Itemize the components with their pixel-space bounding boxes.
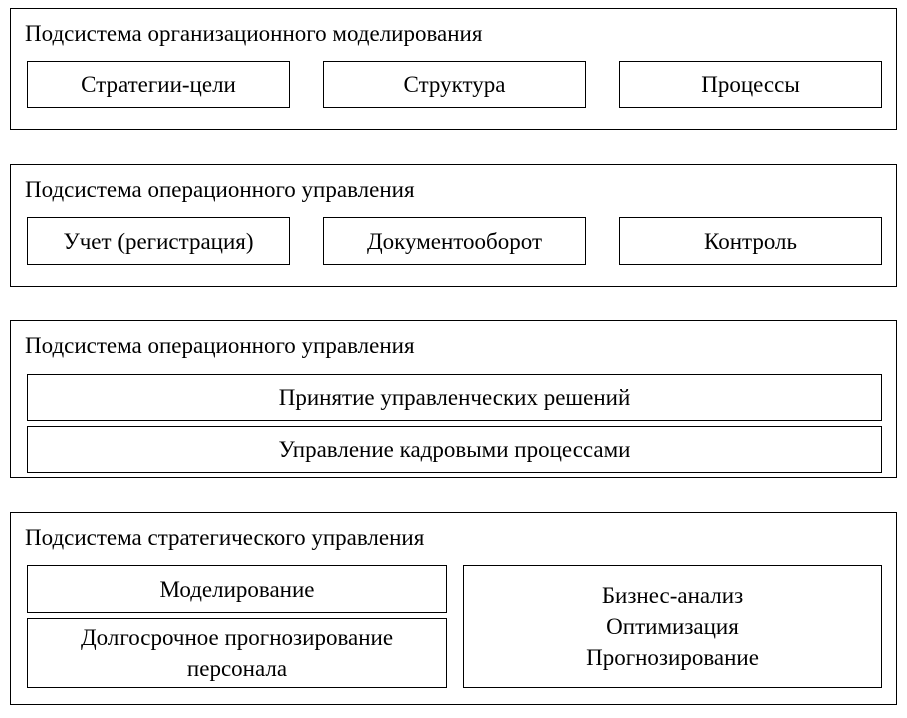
panel-title: Подсистема операционного управления [25,333,415,358]
box-line: персонала [186,656,288,681]
box-processes: Процессы [619,61,882,108]
panel-title: Подсистема организационного моделирования [25,21,483,46]
box-line-forecasting: Прогнозирование [586,645,759,670]
box-hr-process-management: Управление кадровыми процессами [27,426,882,473]
panel-operational-management-1 [10,164,897,287]
box-control: Контроль [619,217,882,265]
panel-title: Подсистема стратегического управления [25,525,425,550]
panel-operational-management-2 [10,320,897,478]
box-line-business-analysis: Бизнес-анализ [601,583,744,608]
box-accounting-registration: Учет (регистрация) [27,217,290,265]
box-structure: Структура [323,61,586,108]
panel-strategic-management [10,512,897,705]
panel-organizational-modeling [10,8,897,130]
box-long-term-staff-forecasting [27,618,447,688]
box-document-flow: Документооборот [323,217,586,265]
box-modeling [27,565,447,613]
box-strategy-goals: Стратегии-цели [27,61,290,108]
box-business-analysis [463,565,882,688]
box-line-optimization: Оптимизация [606,614,739,639]
box-management-decisions: Принятие управленческих решений [27,374,882,421]
box-line: Долгосрочное прогнозирование [80,625,394,650]
panel-title: Подсистема операционного управления [25,177,415,202]
box-modeling-label: Моделирование [159,576,315,602]
